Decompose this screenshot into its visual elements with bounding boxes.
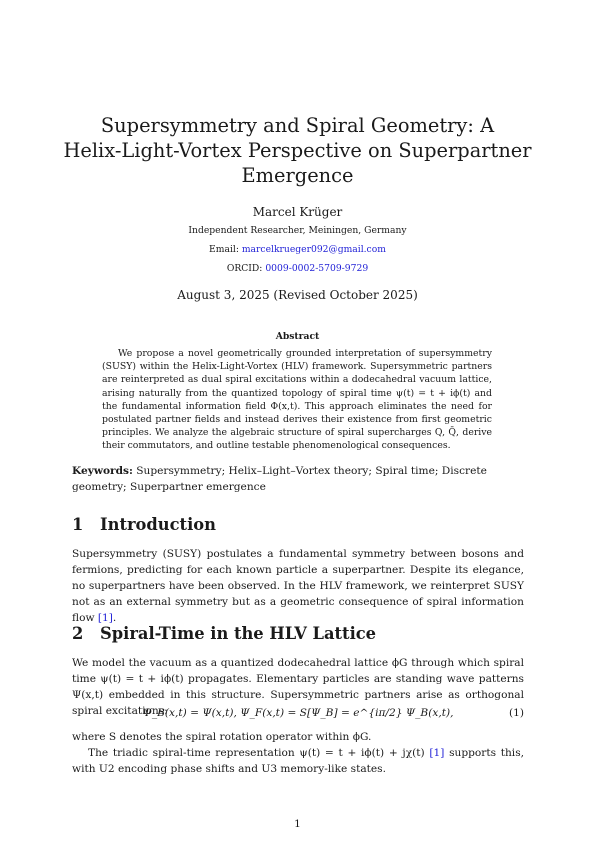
paper-date: August 3, 2025 (Revised October 2025): [177, 288, 418, 302]
spiral-time-paragraph: We model the vacuum as a quantized dodecahedral lattice ϕG through which spiral time ψ(t) = t + iϕ(t) propagates. Elementary particles are standing wave patterns Ψ(x,t) embedded in this structure. Supersymmetric partners arise as orthogonal spiral excitations:: [72, 657, 524, 717]
author-orcid-line: [0, 263, 595, 274]
title-line-3: Emergence: [241, 164, 354, 187]
section-number: 1: [72, 515, 84, 534]
section-heading-spiral-time: [72, 624, 376, 643]
equation-1: [72, 707, 524, 723]
section-number: 2: [72, 624, 84, 643]
page-number: 1: [294, 818, 301, 830]
title-line-2: Helix-Light-Vortex Perspective on Superpartner: [63, 139, 532, 162]
keywords-text: Supersymmetry; Helix–Light–Vortex theory; Spiral time; Discrete geometry; Superpartner emergence: [72, 465, 487, 493]
orcid-link[interactable]: 0009-0002-5709-9729: [265, 263, 369, 274]
equation-body: Ψ_B(x,t) = Ψ(x,t), Ψ_F(x,t) = S[Ψ_B] = e^{iπ/2} Ψ_B(x,t),: [142, 707, 454, 719]
email-label: Email:: [209, 244, 242, 255]
title-line-1: Supersymmetry and Spiral Geometry: A: [100, 114, 495, 137]
citation-link[interactable]: [1]: [97, 612, 113, 624]
keywords: [72, 463, 524, 495]
equation-number: (1): [508, 707, 524, 719]
introduction-text: Supersymmetry (SUSY) postulates a fundamental symmetry between bosons and fermions, predicting for each known particle a superpartner. Despite its elegance, no superpartners have been observed. In the HLV framework, we reinterpret SUSY not as an external symmetry but as a geometric consequence of spiral information flow: [72, 548, 524, 624]
citation-link[interactable]: [1]: [429, 747, 445, 759]
abstract-heading: Abstract: [275, 331, 320, 342]
triadic-paragraph: [72, 745, 524, 777]
orcid-label: ORCID:: [226, 263, 266, 274]
author-email-line: [0, 244, 595, 255]
author-name: Marcel Krüger: [252, 205, 343, 219]
email-link[interactable]: marcelkrueger092@gmail.com: [241, 244, 386, 255]
paper-title: [60, 113, 535, 188]
equation-explanation: where S denotes the spiral rotation operator within ϕG.: [72, 731, 372, 743]
triadic-text-end: supports this, with U2 encoding phase shifts and U3 memory-like states.: [72, 747, 525, 775]
abstract-text: We propose a novel geometrically grounded interpretation of supersymmetry (SUSY) within the Helix-Light-Vortex (HLV) framework. Supersymmetric partners are reinterpreted as dual spiral excitations within a dodecahedral vacuum lattice, arising naturally from the quantized topology of spiral time ψ(t) = t + iϕ(t) and the fundamental information field Φ(x,t). This approach eliminates the need for postulated partner fields and instead derives their existence from first geometric principles. We analyze the algebraic structure of spiral supercharges Q, Q̄, derive their commutators, and outline testable phenomenological consequences.: [102, 348, 492, 452]
keywords-label: Keywords:: [72, 465, 133, 477]
section-title: Spiral-Time in the HLV Lattice: [100, 624, 377, 643]
section-heading-introduction: [72, 515, 216, 534]
section-title: Introduction: [100, 515, 216, 534]
introduction-paragraph: [72, 546, 524, 626]
triadic-text: The triadic spiral-time representation ψ(t) = t + iϕ(t) + jχ(t): [88, 747, 430, 759]
author-affiliation: Independent Researcher, Meiningen, Germany: [188, 225, 407, 236]
sentence-end: .: [112, 612, 117, 624]
